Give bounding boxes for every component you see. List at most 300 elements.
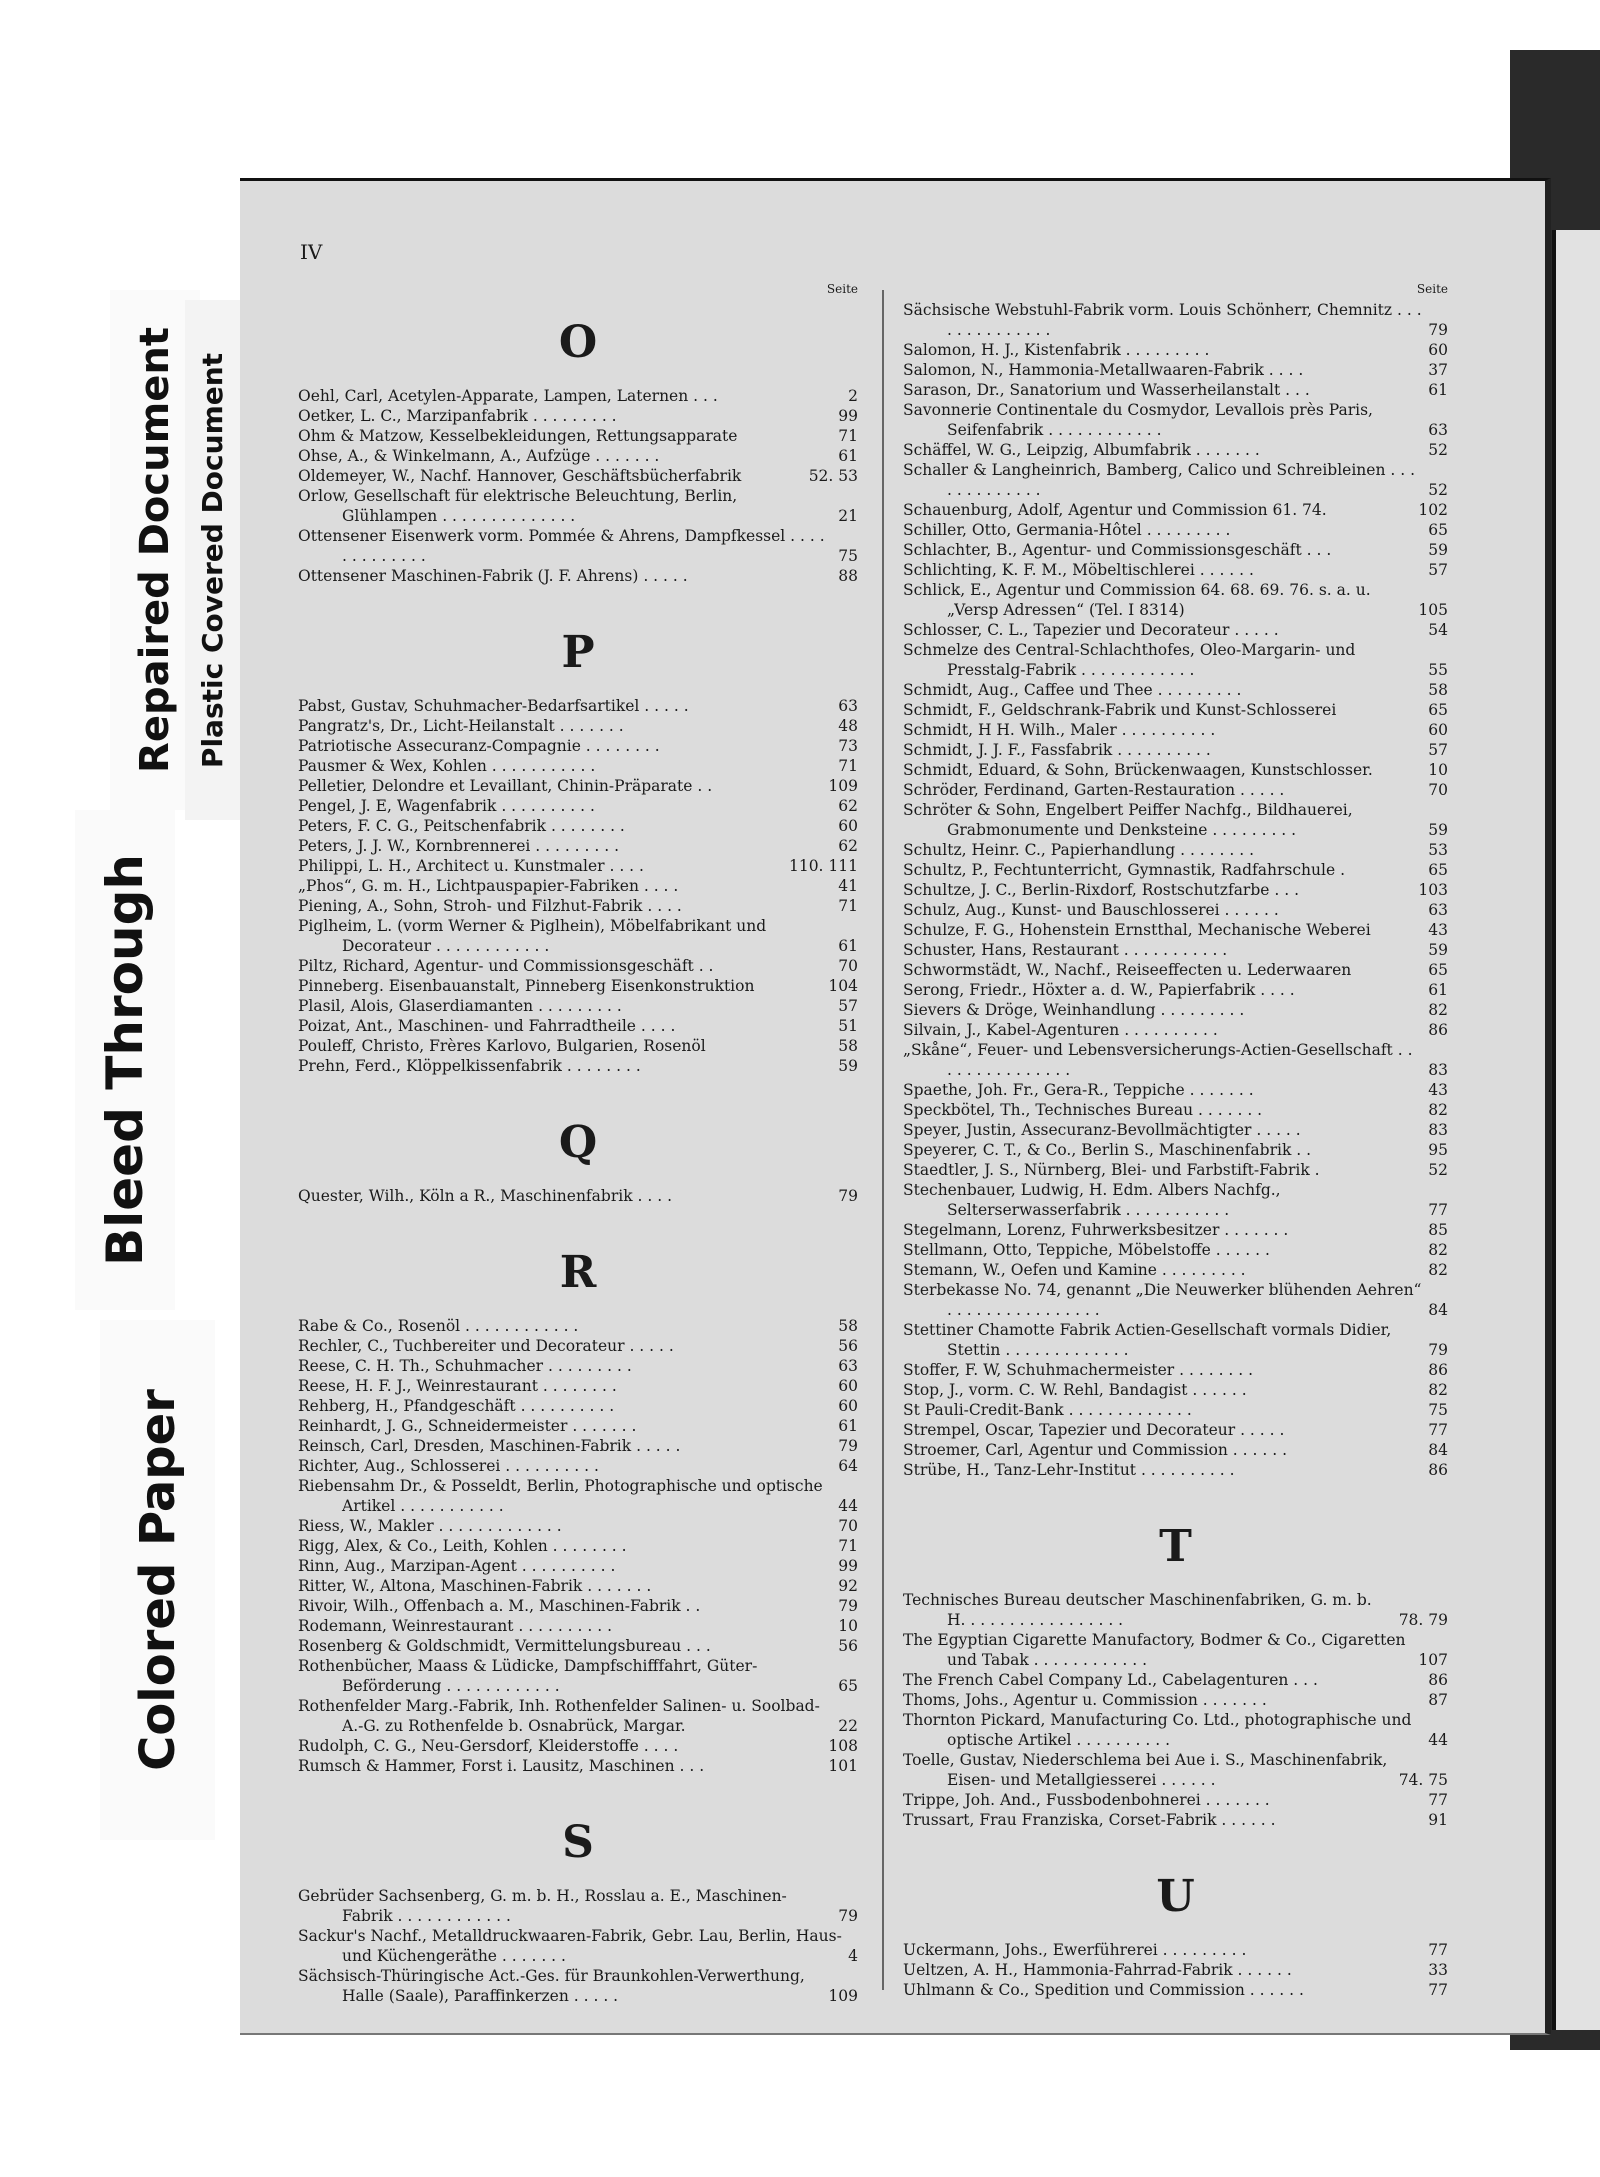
index-entry (903, 680, 1448, 700)
entry-name: Technisches Bureau deutscher Maschinenfabriken, G. m. b. H. . . . . . . . . . . . . . . . . (903, 1591, 1372, 1629)
index-entry (903, 620, 1448, 640)
entry-page-number: 65 (1428, 521, 1448, 539)
index-entry (298, 1556, 858, 1576)
entry-page-number: 71 (838, 1537, 858, 1555)
index-entry (298, 916, 858, 956)
entry-name: Uhlmann & Co., Spedition und Commission . . . . . . (903, 1981, 1304, 1999)
entry-name: Oehl, Carl, Acetylen-Apparate, Lampen, Laternen . . . (298, 387, 718, 405)
entry-page-number: 53 (1428, 841, 1448, 859)
entry-page-number: 60 (1428, 721, 1448, 739)
entry-name: Prehn, Ferd., Klöppelkissenfabrik . . . . . . . . (298, 1057, 641, 1075)
entry-name: Stroemer, Carl, Agentur und Commission . . . . . . (903, 1441, 1287, 1459)
index-entry (298, 836, 858, 856)
entry-name: Toelle, Gustav, Niederschlema bei Aue i. S., Maschinenfabrik, Eisen- und Metallgiesserei . . . . . . (903, 1751, 1388, 1789)
entry-page-number: 71 (838, 757, 858, 775)
entry-page-number: 99 (838, 1557, 858, 1575)
entry-page-number: 33 (1428, 1961, 1448, 1979)
entry-page-number: 82 (1428, 1261, 1448, 1279)
index-entry (298, 756, 858, 776)
entry-name: Serong, Friedr., Höxter a. d. W., Papierfabrik . . . . (903, 981, 1295, 999)
entry-name: Ottensener Maschinen-Fabrik (J. F. Ahrens) . . . . . (298, 567, 688, 585)
seite-header: Seite (1416, 282, 1448, 296)
index-entry (903, 400, 1448, 440)
index-entry (298, 1596, 858, 1616)
index-entry (298, 996, 858, 1016)
entry-name: Peters, F. C. G., Peitschenfabrik . . . . . . . . (298, 817, 625, 835)
entry-name: Sarason, Dr., Sanatorium und Wasserheilanstalt . . . (903, 381, 1310, 399)
entry-page-number: 110. 111 (788, 857, 858, 875)
entry-name: Reese, H. F. J., Weinrestaurant . . . . . . . . (298, 1377, 617, 1395)
section-spacer (903, 1922, 1448, 1940)
index-entry (903, 500, 1448, 520)
section-spacer (903, 1480, 1448, 1522)
entry-page-number: 70 (838, 957, 858, 975)
index-entry (298, 566, 858, 586)
entry-page-number: 63 (1428, 421, 1448, 439)
entry-name: The Egyptian Cigarette Manufactory, Bodmer & Co., Cigaretten und Tabak . . . . . . . . . . . . (903, 1631, 1406, 1669)
entry-name: Speyerer, C. T., & Co., Berlin S., Maschinenfabrik . . (903, 1141, 1312, 1159)
index-entry (298, 446, 858, 466)
entry-name: Speckbötel, Th., Technisches Bureau . . . . . . . (903, 1101, 1263, 1119)
index-entry (903, 540, 1448, 560)
entry-page-number: 61 (838, 937, 858, 955)
entry-page-number: 60 (838, 817, 858, 835)
seite-header: Seite (826, 282, 858, 296)
index-entry (903, 900, 1448, 920)
entry-name: Rechler, C., Tuchbereiter und Decorateur . . . . . (298, 1337, 674, 1355)
entry-page-number: 70 (838, 1517, 858, 1535)
index-entry (903, 1380, 1448, 1400)
entry-page-number: 44 (1428, 1731, 1448, 1749)
entry-name: Rodemann, Weinrestaurant . . . . . . . . . . (298, 1617, 613, 1635)
entry-page-number: 61 (1428, 981, 1448, 999)
entry-page-number: 51 (838, 1017, 858, 1035)
entry-page-number: 60 (838, 1377, 858, 1395)
entry-page-number: 75 (1428, 1401, 1448, 1419)
entry-name: Strempel, Oscar, Tapezier und Decorateur . . . . . (903, 1421, 1285, 1439)
entry-name: Patriotische Assecuranz-Compagnie . . . . . . . . (298, 737, 660, 755)
entry-name: Pausmer & Wex, Kohlen . . . . . . . . . . . (298, 757, 596, 775)
index-entry (903, 1940, 1448, 1960)
index-entry (903, 980, 1448, 1000)
index-entry (298, 1656, 858, 1696)
index-entry (298, 1456, 858, 1476)
section-spacer (298, 678, 858, 696)
index-entry (298, 1756, 858, 1776)
entry-page-number: 77 (1428, 1981, 1448, 1999)
entry-name: Quester, Wilh., Köln a R., Maschinenfabrik . . . . (298, 1187, 672, 1205)
index-entry (298, 1576, 858, 1596)
index-entry (298, 736, 858, 756)
entry-page-number: 44 (838, 1497, 858, 1515)
entry-name: The French Cabel Company Ld., Cabelagenturen . . . (903, 1671, 1318, 1689)
entry-name: Stettiner Chamotte Fabrik Actien-Gesellschaft vormals Didier, Stettin . . . . . . . . . . . . . (903, 1321, 1392, 1359)
entry-page-number: 79 (838, 1907, 858, 1925)
index-entry (298, 1536, 858, 1556)
entry-name: Pabst, Gustav, Schuhmacher-Bedarfsartikel . . . . . (298, 697, 689, 715)
entry-name: Peters, J. J. W., Kornbrennerei . . . . . . . . . (298, 837, 620, 855)
entry-page-number: 58 (838, 1317, 858, 1335)
entry-name: Schmidt, J. J. F., Fassfabrik . . . . . . . . . . (903, 741, 1211, 759)
entry-page-number: 57 (1428, 561, 1448, 579)
right-column (903, 282, 1448, 2000)
entry-name: Plasil, Alois, Glaserdiamanten . . . . . . . . . (298, 997, 622, 1015)
index-entry (298, 1696, 858, 1736)
index-entry (903, 780, 1448, 800)
entry-page-number: 103 (1418, 881, 1448, 899)
index-entry (903, 1420, 1448, 1440)
entry-page-number: 86 (1428, 1461, 1448, 1479)
entry-name: Ohm & Matzow, Kesselbekleidungen, Rettungsapparate (298, 427, 738, 445)
index-entry (298, 696, 858, 716)
entry-name: Rothenbücher, Maass & Lüdicke, Dampfschifffahrt, Güter-Beförderung . . . . . . . . . . . . (298, 1657, 758, 1695)
index-entry (903, 460, 1448, 500)
index-entry (903, 1120, 1448, 1140)
entry-page-number: 85 (1428, 1221, 1448, 1239)
index-entry (298, 956, 858, 976)
entry-name: Schlosser, C. L., Tapezier und Decorateur . . . . . (903, 621, 1279, 639)
index-entry (903, 1980, 1448, 2000)
index-entry (298, 526, 858, 566)
entry-name: Philippi, L. H., Architect u. Kunstmaler . . . . (298, 857, 644, 875)
index-entry (903, 1260, 1448, 1280)
index-entry (298, 976, 858, 996)
section-letter-heading: S (562, 1817, 594, 1868)
entry-page-number: 62 (838, 837, 858, 855)
entry-name: Rehberg, H., Pfandgeschäft . . . . . . . . . . (298, 1397, 615, 1415)
index-entry (903, 1080, 1448, 1100)
entry-page-number: 88 (838, 567, 858, 585)
entry-page-number: 59 (1428, 821, 1448, 839)
entry-page-number: 77 (1428, 1791, 1448, 1809)
entry-name: Thornton Pickard, Manufacturing Co. Ltd., photographische und optische Artikel . . . . . . . . . . (903, 1711, 1412, 1749)
entry-name: Ottensener Eisenwerk vorm. Pommée & Ahrens, Dampfkessel . . . . . . . . . . . . . (298, 527, 825, 565)
index-entry (903, 1180, 1448, 1220)
section-spacer (298, 586, 858, 628)
entry-name: Stellmann, Otto, Teppiche, Möbelstoffe . . . . . . (903, 1241, 1270, 1259)
index-entry (903, 580, 1448, 620)
index-entry (298, 1476, 858, 1516)
index-entry (903, 860, 1448, 880)
index-entry (298, 1356, 858, 1376)
index-entry (903, 1630, 1448, 1670)
entry-name: Sackur's Nachf., Metalldruckwaaren-Fabrik, Gebr. Lau, Berlin, Haus- und Küchengeräthe . . . . . . . (298, 1927, 842, 1965)
entry-page-number: 64 (838, 1457, 858, 1475)
entry-page-number: 48 (838, 717, 858, 735)
entry-page-number: 56 (838, 1337, 858, 1355)
section-spacer (298, 1076, 858, 1118)
index-entry (298, 426, 858, 446)
entry-page-number: 77 (1428, 1201, 1448, 1219)
entry-name: Piening, A., Sohn, Stroh- und Filzhut-Fabrik . . . . (298, 897, 682, 915)
index-entry (298, 486, 858, 526)
index-entry (298, 1186, 858, 1206)
entry-page-number: 82 (1428, 1381, 1448, 1399)
left-index-sections (298, 300, 858, 2006)
adjacent-page-edge (1552, 230, 1600, 2030)
index-entry (298, 1016, 858, 1036)
entry-name: Pangratz's, Dr., Licht-Heilanstalt . . . . . . . (298, 717, 624, 735)
entry-page-number: 99 (838, 407, 858, 425)
section-spacer (298, 1168, 858, 1186)
entry-name: Schultz, Heinr. C., Papierhandlung . . . . . . . . (903, 841, 1254, 859)
index-entry (298, 1416, 858, 1436)
section-letter-heading: Q (558, 1117, 598, 1168)
entry-page-number: 84 (1428, 1441, 1448, 1459)
entry-name: Schultze, J. C., Berlin-Rixdorf, Rostschutzfarbe . . . (903, 881, 1299, 899)
index-entry (903, 740, 1448, 760)
index-entry (903, 700, 1448, 720)
section-spacer (298, 1868, 858, 1886)
index-entry (903, 1750, 1448, 1790)
entry-name: Pouleff, Christo, Frères Karlovo, Bulgarien, Rosenöl (298, 1037, 706, 1055)
entry-page-number: 104 (828, 977, 858, 995)
entry-name: Trippe, Joh. And., Fussbodenbohnerei . . . . . . . (903, 1791, 1270, 1809)
label-colored-paper: Colored Paper (100, 1320, 215, 1840)
entry-name: Schwormstädt, W., Nachf., Reiseeffecten u. Lederwaaren (903, 961, 1352, 979)
entry-name: Poizat, Ant., Maschinen- und Fahrradtheile . . . . (298, 1017, 676, 1035)
entry-page-number: 52 (1428, 1161, 1448, 1179)
page-number: IV (300, 240, 323, 264)
entry-name: Gebrüder Sachsenberg, G. m. b. H., Rosslau a. E., Maschinen-Fabrik . . . . . . . . . . . . (298, 1887, 787, 1925)
index-entry (903, 720, 1448, 740)
entry-name: Piglheim, L. (vorm Werner & Piglhein), Möbelfabrikant und Decorateur . . . . . . . . . . . . (298, 917, 767, 955)
entry-name: Stegelmann, Lorenz, Fuhrwerksbesitzer . . . . . . . (903, 1221, 1289, 1239)
entry-page-number: 52 (1428, 441, 1448, 459)
entry-page-number: 59 (1428, 941, 1448, 959)
entry-name: Schmidt, F., Geldschrank-Fabrik und Kunst-Schlosserei (903, 701, 1337, 719)
entry-page-number: 65 (1428, 961, 1448, 979)
index-entry (903, 1690, 1448, 1710)
index-entry (298, 1636, 858, 1656)
entry-name: Rudolph, C. G., Neu-Gersdorf, Kleiderstoffe . . . . (298, 1737, 679, 1755)
label-repaired-document: Repaired Document (110, 290, 200, 810)
index-entry (298, 1736, 858, 1756)
entry-page-number: 109 (828, 1987, 858, 2005)
entry-name: Orlow, Gesellschaft für elektrische Beleuchtung, Berlin, Glühlampen . . . . . . . . . . . . . . (298, 487, 738, 525)
entry-name: Schulze, F. G., Hohenstein Ernstthal, Mechanische Weberei (903, 921, 1371, 939)
entry-name: Schauenburg, Adolf, Agentur und Commission 61. 74. (903, 501, 1327, 519)
entry-name: Uckermann, Johs., Ewerführerei . . . . . . . . . (903, 1941, 1247, 1959)
entry-name: Reinhardt, J. G., Schneidermeister . . . . . . . (298, 1417, 637, 1435)
entry-name: Silvain, J., Kabel-Agenturen . . . . . . . . . . (903, 1021, 1218, 1039)
index-entry (298, 856, 858, 876)
index-entry (298, 1616, 858, 1636)
entry-page-number: 74. 75 (1398, 1771, 1448, 1789)
entry-page-number: 86 (1428, 1361, 1448, 1379)
entry-page-number: 83 (1428, 1061, 1448, 1079)
entry-page-number: 58 (838, 1037, 858, 1055)
index-entry (903, 840, 1448, 860)
entry-name: Salomon, H. J., Kistenfabrik . . . . . . . . . (903, 341, 1210, 359)
index-entry (903, 760, 1448, 780)
index-entry (903, 340, 1448, 360)
index-entry (903, 440, 1448, 460)
entry-page-number: 108 (828, 1737, 858, 1755)
entry-name: Schäffel, W. G., Leipzig, Albumfabrik . . . . . . . (903, 441, 1260, 459)
entry-page-number: 86 (1428, 1021, 1448, 1039)
entry-name: Schmidt, Aug., Caffee und Thee . . . . . . . . . (903, 681, 1242, 699)
entry-name: Salomon, N., Hammonia-Metallwaaren-Fabrik . . . . (903, 361, 1304, 379)
entry-name: Rigg, Alex, & Co., Leith, Kohlen . . . . . . . . (298, 1537, 627, 1555)
entry-name: Thoms, Johs., Agentur u. Commission . . . . . . . (903, 1691, 1267, 1709)
index-entry (298, 1056, 858, 1076)
entry-name: Schlichting, K. F. M., Möbeltischlerei . . . . . . (903, 561, 1254, 579)
entry-name: Stoffer, F. W, Schuhmachermeister . . . . . . . . (903, 1361, 1254, 1379)
entry-page-number: 75 (838, 547, 858, 565)
index-entry (298, 716, 858, 736)
right-index-sections (903, 300, 1448, 2000)
entry-page-number: 65 (838, 1677, 858, 1695)
index-entry (298, 1926, 858, 1966)
index-entry (903, 380, 1448, 400)
entry-name: Riess, W., Makler . . . . . . . . . . . . . (298, 1517, 562, 1535)
entry-page-number: 61 (838, 447, 858, 465)
entry-page-number: 61 (1428, 381, 1448, 399)
entry-name: Sächsische Webstuhl-Fabrik vorm. Louis Schönherr, Chemnitz . . . . . . . . . . . . . . (903, 301, 1422, 339)
label-bleed-through: Bleed Through (75, 810, 175, 1310)
entry-page-number: 107 (1418, 1651, 1448, 1669)
entry-page-number: 79 (1428, 1341, 1448, 1359)
entry-page-number: 56 (838, 1637, 858, 1655)
entry-page-number: 84 (1428, 1301, 1448, 1319)
entry-name: „Phos“, G. m. H., Lichtpauspapier-Fabriken . . . . (298, 877, 679, 895)
entry-name: Schmidt, Eduard, & Sohn, Brückenwaagen, Kunstschlosser. (903, 761, 1373, 779)
entry-name: Richter, Aug., Schlosserei . . . . . . . . . . (298, 1457, 599, 1475)
entry-name: Ritter, W., Altona, Maschinen-Fabrik . . . . . . . (298, 1577, 652, 1595)
entry-name: Ueltzen, A. H., Hammonia-Fahrrad-Fabrik . . . . . . (903, 1961, 1292, 1979)
entry-name: Ohse, A., & Winkelmann, A., Aufzüge . . . . . . . (298, 447, 660, 465)
index-entry (903, 1040, 1448, 1080)
entry-name: Reinsch, Carl, Dresden, Maschinen-Fabrik . . . . . (298, 1437, 681, 1455)
index-entry (903, 1460, 1448, 1480)
entry-page-number: 83 (1428, 1121, 1448, 1139)
section-spacer (903, 1572, 1448, 1590)
section-letter-heading: U (1156, 1871, 1195, 1922)
entry-page-number: 59 (1428, 541, 1448, 559)
entry-page-number: 79 (1428, 321, 1448, 339)
entry-page-number: 60 (1428, 341, 1448, 359)
index-entry (298, 406, 858, 426)
scan-background (0, 0, 1600, 50)
entry-name: Riebensahm Dr., & Posseldt, Berlin, Photographische und optische Artikel . . . . . . . . . . . (298, 1477, 823, 1515)
entry-name: Speyer, Justin, Assecuranz-Bevollmächtigter . . . . . (903, 1121, 1301, 1139)
index-entry (298, 776, 858, 796)
entry-page-number: 101 (828, 1757, 858, 1775)
entry-page-number: 55 (1428, 661, 1448, 679)
entry-page-number: 79 (838, 1597, 858, 1615)
entry-page-number: 73 (838, 737, 858, 755)
entry-name: Rivoir, Wilh., Offenbach a. M., Maschinen-Fabrik . . (298, 1597, 701, 1615)
index-entry (298, 1886, 858, 1926)
index-entry (298, 1516, 858, 1536)
index-entry (903, 1440, 1448, 1460)
entry-page-number: 77 (1428, 1421, 1448, 1439)
index-entry (903, 1020, 1448, 1040)
entry-page-number: 37 (1428, 361, 1448, 379)
index-entry (903, 1240, 1448, 1260)
entry-name: Rothenfelder Marg.-Fabrik, Inh. Rothenfelder Salinen- u. Soolbad-A.-G. zu Rothenfelde b. Osnabrück, Margar. (298, 1697, 820, 1735)
index-entry (903, 1710, 1448, 1750)
entry-name: Reese, C. H. Th., Schuhmacher . . . . . . . . . (298, 1357, 632, 1375)
entry-page-number: 65 (1428, 701, 1448, 719)
index-entry (903, 960, 1448, 980)
entry-name: Trussart, Frau Franziska, Corset-Fabrik . . . . . . (903, 1811, 1276, 1829)
entry-name: Schultz, P., Fechtunterricht, Gymnastik, Radfahrschule . (903, 861, 1345, 879)
section-letter-heading: O (558, 317, 598, 368)
entry-page-number: 79 (838, 1437, 858, 1455)
entry-name: Oldemeyer, W., Nachf. Hannover, Geschäftsbücherfabrik (298, 467, 742, 485)
index-entry (903, 1670, 1448, 1690)
index-entry (298, 816, 858, 836)
entry-page-number: 57 (1428, 741, 1448, 759)
entry-page-number: 2 (848, 387, 858, 405)
section-spacer (298, 1776, 858, 1818)
section-spacer (298, 368, 858, 386)
entry-name: Rumsch & Hammer, Forst i. Lausitz, Maschinen . . . (298, 1757, 705, 1775)
index-entry (903, 1400, 1448, 1420)
index-entry (903, 1590, 1448, 1630)
entry-name: Rosenberg & Goldschmidt, Vermittelungsbureau . . . (298, 1637, 711, 1655)
entry-name: Savonnerie Continentale du Cosmydor, Levallois près Paris, Seifenfabrik . . . . . . . . . . . . (903, 401, 1373, 439)
entry-page-number: 63 (838, 1357, 858, 1375)
entry-page-number: 78. 79 (1398, 1611, 1448, 1629)
entry-page-number: 52 (1428, 481, 1448, 499)
entry-page-number: 105 (1418, 601, 1448, 619)
entry-page-number: 10 (838, 1617, 858, 1635)
entry-name: Schlick, E., Agentur und Commission 64. 68. 69. 76. s. a. u. „Versp Adressen“ (Tel. I 8314) (903, 581, 1371, 619)
entry-page-number: 63 (1428, 901, 1448, 919)
entry-name: Pinneberg. Eisenbauanstalt, Pinneberg Eisenkonstruktion (298, 977, 755, 995)
index-entry (903, 940, 1448, 960)
column-divider (882, 290, 884, 1990)
entry-name: Pengel, J. E, Wagenfabrik . . . . . . . . . . (298, 797, 595, 815)
entry-page-number: 10 (1428, 761, 1448, 779)
entry-name: Staedtler, J. S., Nürnberg, Blei- und Farbstift-Fabrik . (903, 1161, 1320, 1179)
index-entry (903, 880, 1448, 900)
index-entry (298, 1336, 858, 1356)
entry-page-number: 79 (838, 1187, 858, 1205)
entry-name: Schiller, Otto, Germania-Hôtel . . . . . . . . . (903, 521, 1231, 539)
index-entry (903, 800, 1448, 840)
entry-page-number: 91 (1428, 1811, 1448, 1829)
index-entry (903, 1790, 1448, 1810)
entry-name: Schmelze des Central-Schlachthofes, Oleo-Margarin- und Presstalg-Fabrik . . . . . . . . . . . . (903, 641, 1356, 679)
entry-name: Sterbekasse No. 74, genannt „Die Neuwerker blühenden Aehren“ . . . . . . . . . . . . . . . . (903, 1281, 1422, 1319)
index-entry (903, 1360, 1448, 1380)
entry-page-number: 82 (1428, 1001, 1448, 1019)
entry-name: Strübe, H., Tanz-Lehr-Institut . . . . . . . . . . (903, 1461, 1235, 1479)
entry-page-number: 61 (838, 1417, 858, 1435)
entry-page-number: 82 (1428, 1241, 1448, 1259)
entry-page-number: 4 (848, 1947, 858, 1965)
index-entry (903, 520, 1448, 540)
index-entry (298, 1436, 858, 1456)
entry-name: St Pauli-Credit-Bank . . . . . . . . . . . . . (903, 1401, 1192, 1419)
index-entry (903, 1320, 1448, 1360)
entry-page-number: 92 (838, 1577, 858, 1595)
entry-page-number: 52. 53 (808, 467, 858, 485)
entry-name: Spaethe, Joh. Fr., Gera-R., Teppiche . . . . . . . (903, 1081, 1254, 1099)
section-letter-heading: T (1159, 1521, 1192, 1572)
section-spacer (298, 300, 858, 318)
index-entry (298, 796, 858, 816)
entry-name: „Skåne“, Feuer- und Lebensversicherungs-Actien-Gesellschaft . . . . . . . . . . . . . . . (903, 1041, 1413, 1079)
entry-page-number: 71 (838, 897, 858, 915)
entry-page-number: 43 (1428, 1081, 1448, 1099)
entry-name: Schulz, Aug., Kunst- und Bauschlosserei . . . . . . (903, 901, 1279, 919)
entry-page-number: 95 (1428, 1141, 1448, 1159)
